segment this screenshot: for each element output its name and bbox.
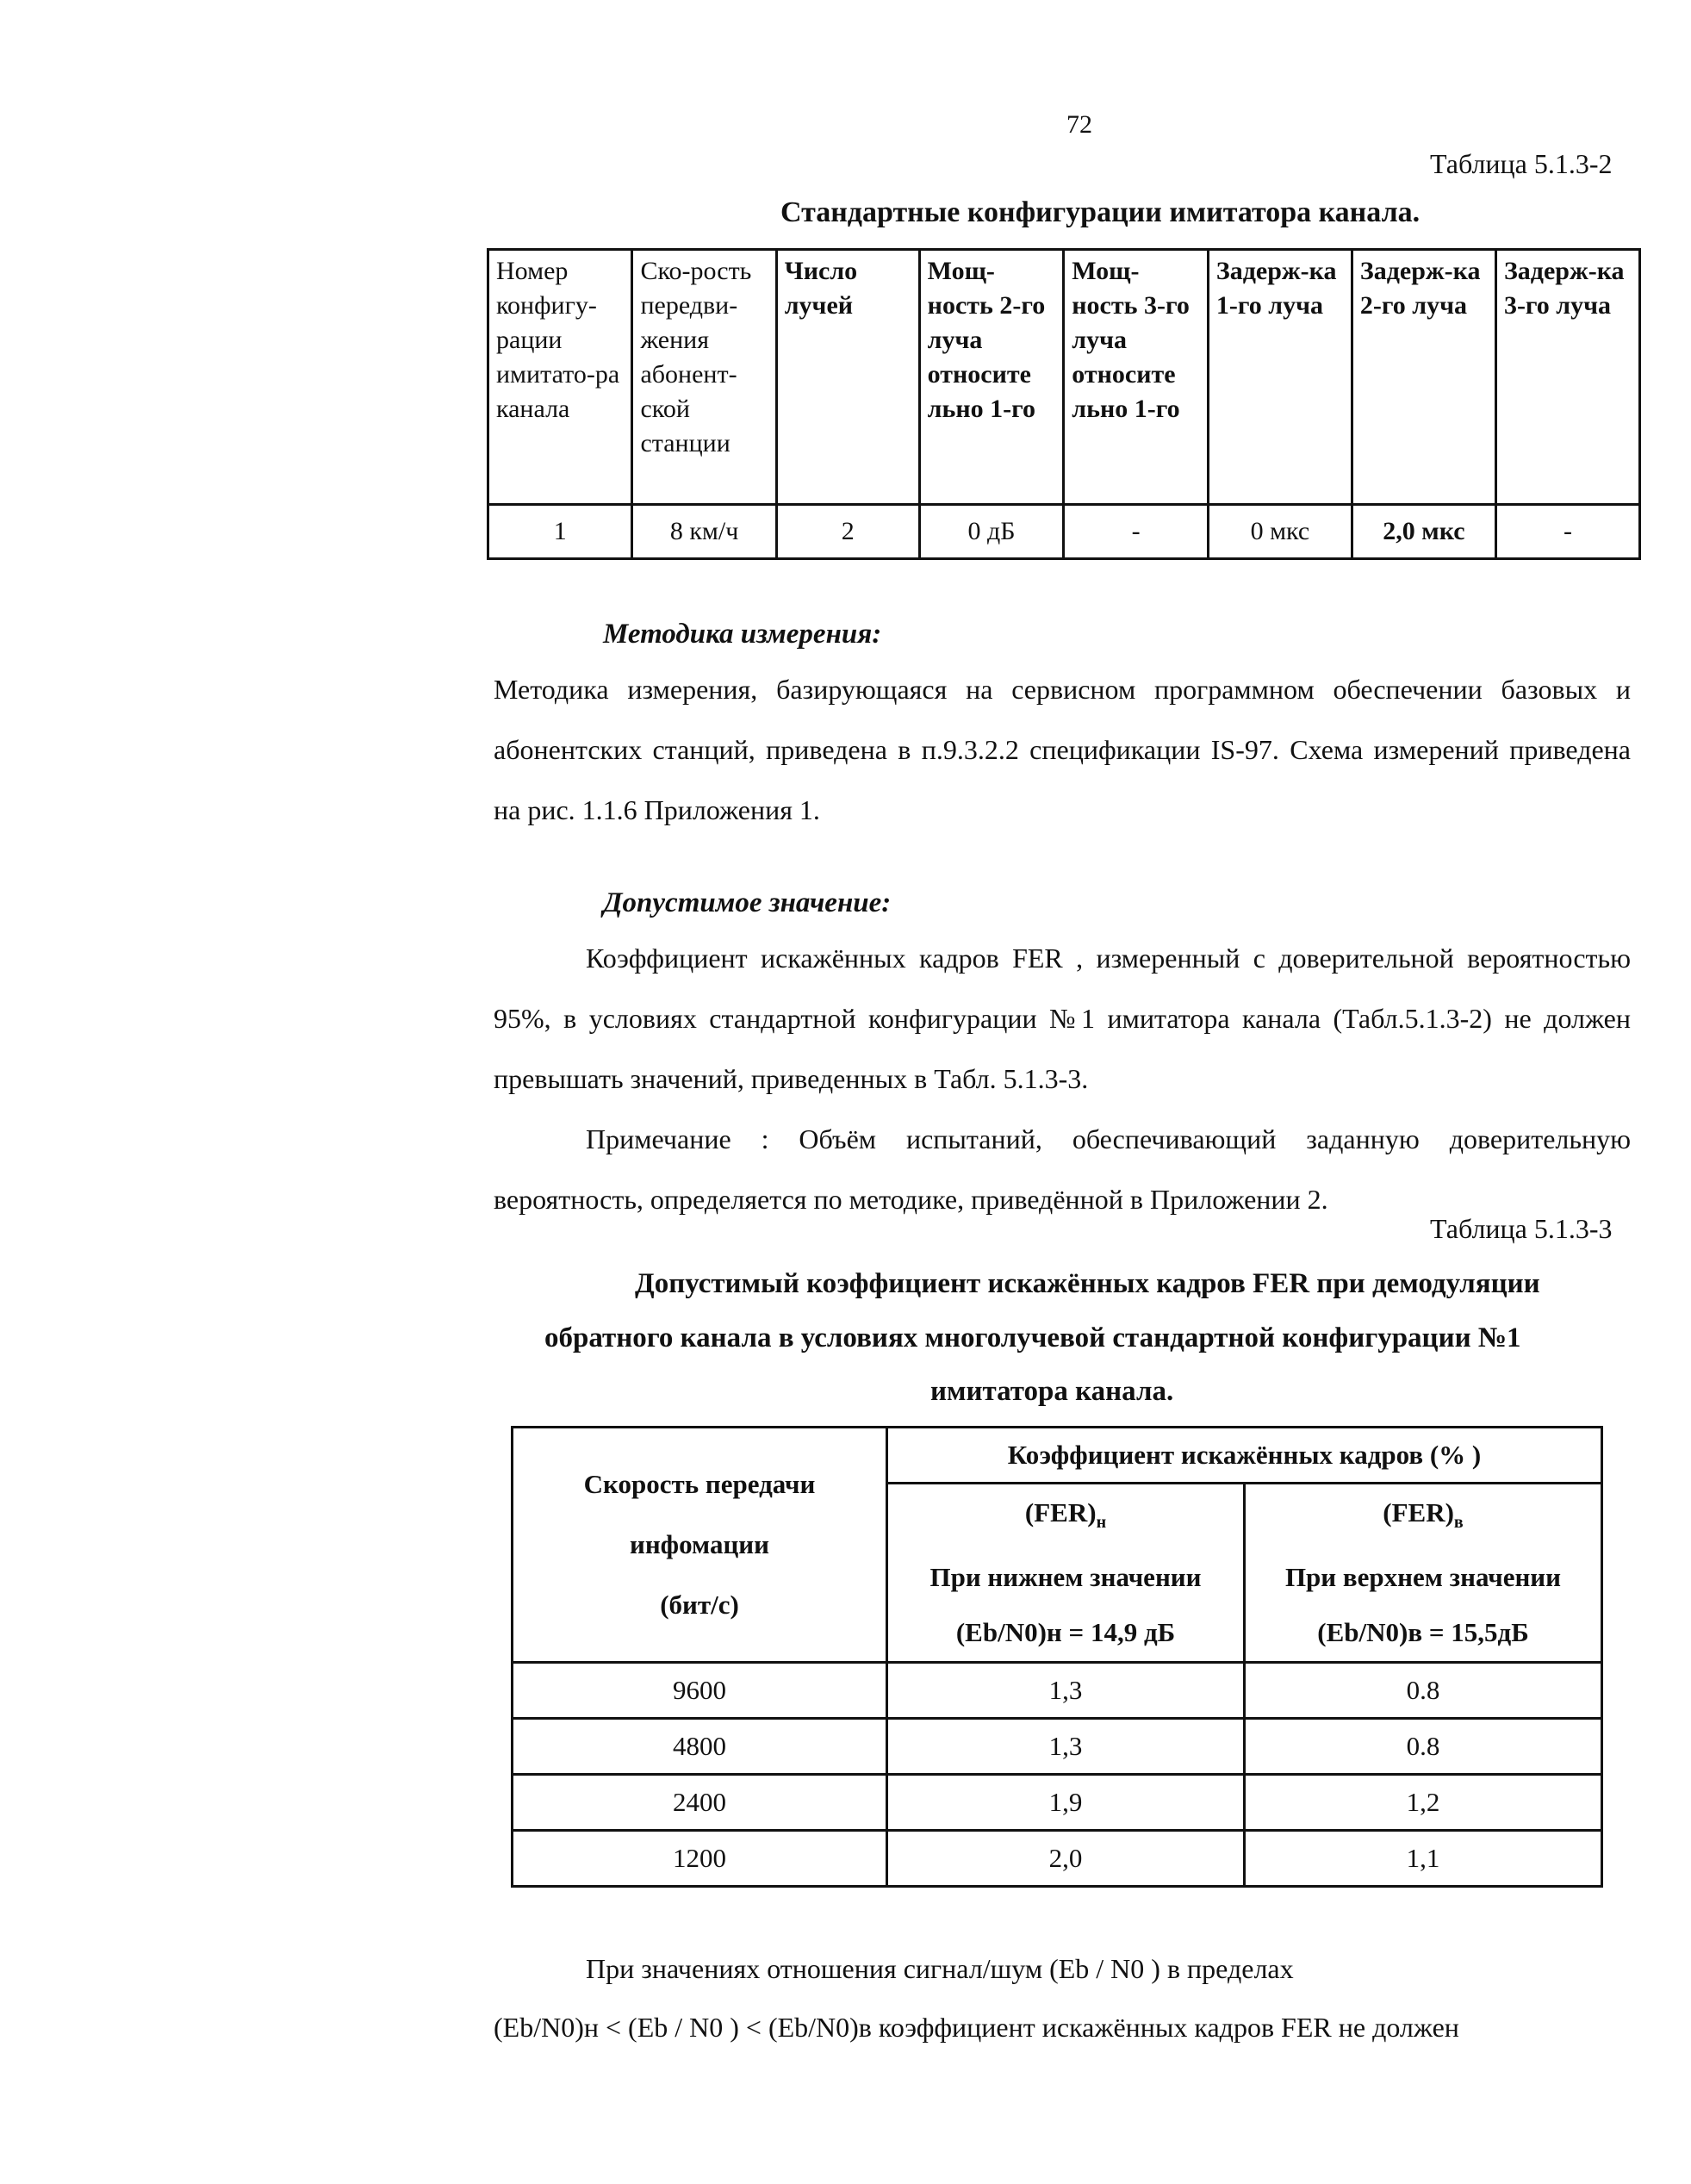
table1-header-cell: Номер конфигу-рации имитато-ра канала bbox=[488, 250, 632, 505]
table1-header-cell: Ско-рость передви-жения абонент-ской станции bbox=[632, 250, 776, 505]
table2-row bbox=[513, 1719, 1602, 1775]
table1-cell: - bbox=[1064, 505, 1209, 559]
table2-cell: 9600 bbox=[513, 1663, 887, 1719]
table1-cell: 8 км/ч bbox=[632, 505, 776, 559]
fer-low-caption: При нижнем значении bbox=[929, 1562, 1202, 1593]
section-heading-allowed: Допустимое значение: bbox=[603, 887, 892, 918]
fer-high-label bbox=[1246, 1485, 1600, 1550]
table2-row bbox=[513, 1831, 1602, 1887]
fer-low-label-sub: н bbox=[1096, 1513, 1107, 1533]
table2-cell: 4800 bbox=[513, 1719, 887, 1775]
table2-rate-header bbox=[513, 1428, 887, 1663]
rate-header-line1: Скорость передачи bbox=[583, 1469, 816, 1500]
table1-cell: 2 bbox=[776, 505, 919, 559]
table2-cell: 1,3 bbox=[887, 1663, 1245, 1719]
table1-cell: - bbox=[1495, 505, 1639, 559]
fer-high-label-sub: в bbox=[1453, 1513, 1464, 1533]
table2-label: Таблица 5.1.3-3 bbox=[1430, 1213, 1613, 1244]
table1-cell: 0 мкс bbox=[1208, 505, 1352, 559]
fer-low-label bbox=[889, 1485, 1242, 1550]
table1-header-cell: Число лучей bbox=[776, 250, 919, 505]
rate-header-line2: инфомации bbox=[629, 1529, 770, 1560]
table1-cell: 1 bbox=[488, 505, 632, 559]
fer-low-label-text: (FER) bbox=[1024, 1497, 1097, 1528]
table2-cell: 0.8 bbox=[1245, 1719, 1602, 1775]
note-paragraph: Примечание : Объём испытаний, обеспечивающий заданную доверительную вероятность, определяется по методике, приведённой в Приложении 2. bbox=[494, 1123, 1631, 1215]
table2-title-line3: имитатора канала. bbox=[930, 1376, 1174, 1407]
allowed-paragraph: Коэффициент искажённых кадров FER , измеренный с доверительной вероятностью 95%, в условиях стандартной конфигурации №1 имитатора канала (Табл.5.1.3-2) не должен превышать значений, приведенных в Табл. 5.1.3-3. bbox=[494, 943, 1631, 1094]
table1 bbox=[487, 248, 1641, 560]
table1-header-cell: Задерж-ка 3-го луча bbox=[1495, 250, 1639, 505]
table1-header-cell: Задерж-ка 1-го луча bbox=[1208, 250, 1352, 505]
table1-cell: 0 дБ bbox=[919, 505, 1064, 559]
table2-title-line1: Допустимый коэффициент искажённых кадров FER при демодуляции bbox=[635, 1268, 1540, 1299]
table2-cell: 2400 bbox=[513, 1775, 887, 1831]
table2-fer-high-header bbox=[1245, 1484, 1602, 1663]
table1-header-cell: Мощ-ность 3-го луча относите льно 1-го bbox=[1064, 250, 1209, 505]
table2-cell: 1,9 bbox=[887, 1775, 1245, 1831]
table1-header-cell: Мощ-ность 2-го луча относите льно 1-го bbox=[919, 250, 1064, 505]
table1-label: Таблица 5.1.3-2 bbox=[1430, 148, 1613, 179]
table2-row bbox=[513, 1663, 1602, 1719]
method-paragraph: Методика измерения, базирующаяся на сервисном программном обеспечении базовых и абонентских станций, приведена в п.9.3.2.2 спецификации IS-97. Схема измерений приведена на рис. 1.1.6 Приложения 1. bbox=[494, 674, 1631, 825]
table2-cell: 2,0 bbox=[887, 1831, 1245, 1887]
section-heading-method: Методика измерения: bbox=[603, 619, 882, 650]
table2-header-row bbox=[513, 1428, 1602, 1484]
table2-cell: 1,1 bbox=[1245, 1831, 1602, 1887]
table1-title: Стандартные конфигурации имитатора канала. bbox=[780, 196, 1421, 228]
table2-cell: 1200 bbox=[513, 1831, 887, 1887]
fer-high-caption: При верхнем значении bbox=[1284, 1562, 1562, 1593]
table1-header-cell: Задерж-ка 2-го луча bbox=[1352, 250, 1495, 505]
table2-cell: 1,2 bbox=[1245, 1775, 1602, 1831]
table1-row bbox=[488, 505, 1640, 559]
fer-high-label-text: (FER) bbox=[1383, 1497, 1454, 1528]
table1-cell: 2,0 мкс bbox=[1352, 505, 1495, 559]
table2-cell: 1,3 bbox=[887, 1719, 1245, 1775]
table2-fer-low-header bbox=[887, 1484, 1245, 1663]
footer-line2: (Eb/N0)н < (Eb / N0 ) < (Eb/N0)в коэффициент искажённых кадров FER не должен bbox=[494, 2012, 1459, 2043]
table2 bbox=[511, 1426, 1603, 1888]
page-number: 72 bbox=[1066, 110, 1092, 139]
table1-header-row bbox=[488, 250, 1640, 505]
table2-group-header: Коэффициент искажённых кадров (% ) bbox=[887, 1428, 1602, 1484]
rate-header-line3: (бит/с) bbox=[660, 1590, 739, 1621]
table2-title-line2: обратного канала в условиях многолучевой стандартной конфигурации №1 bbox=[544, 1322, 1521, 1353]
table2-cell: 0.8 bbox=[1245, 1663, 1602, 1719]
table2-row bbox=[513, 1775, 1602, 1831]
fer-high-condition: (Eb/N0)в = 15,5дБ bbox=[1317, 1617, 1529, 1648]
fer-low-condition: (Eb/N0)н = 14,9 дБ bbox=[955, 1617, 1176, 1648]
footer-line1: При значениях отношения сигнал/шум (Eb / N0 ) в пределах bbox=[586, 1953, 1294, 1984]
